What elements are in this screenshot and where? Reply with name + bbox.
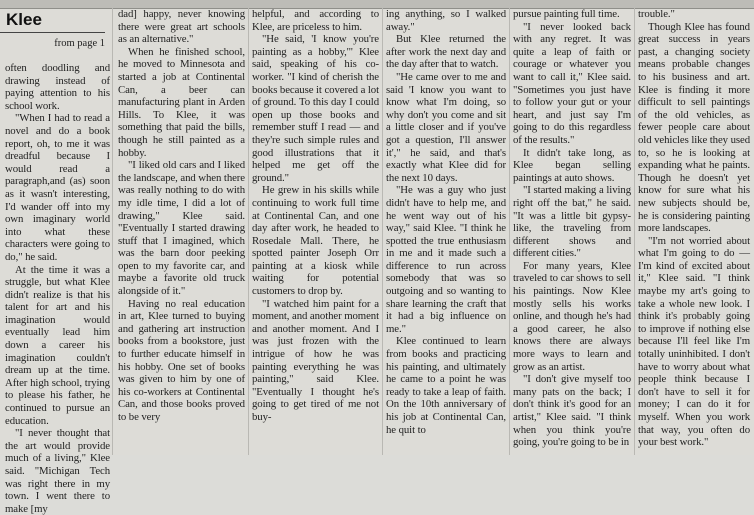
paragraph: helpful, and according to Klee, are priceless to him. [252, 8, 379, 33]
paragraph: When he finished school, he moved to Minnesota and started a job at Continental Can, a beer can manufacturing plant in Arden Hills. To Klee, it was something that paid the bills, though he still painted as a hobby. [118, 45, 245, 159]
column-rule [382, 8, 383, 455]
paragraph: At the time it was a struggle, but what Klee didn't realize is that his talent for art and his imagination would eventually lead him down a career his imagination couldn't dream up at the time. After high school, trying to please his father, he continued to pursue an education. [5, 263, 110, 427]
article-column-6 [638, 8, 750, 455]
continued-from-label: from page 1 [54, 38, 105, 49]
paragraph: "I started making a living right off the bat," he said. "It was a little bit gypsy-like, the traveling from different shows and different cities." [513, 184, 631, 260]
paragraph: dad] happy, never knowing there were great art schools as an alternative." [118, 8, 245, 46]
paragraph: "I'm not worried about what I'm going to do — I'm kind of excited about it," Klee said. "I think maybe my art's going to take a whole new look. I think it's probably going to improve if nothing else because I'll feel like I'm totally uninhibited. I don't have to worry about what people think because I don't have to sell it for money; I can do it for myself. When you work that way, you often do your best work." [638, 234, 750, 449]
article-slug: Klee [6, 10, 42, 29]
article-column-3 [252, 8, 379, 455]
paragraph: "When I had to read a novel and do a book report, oh, to me it was dreadful because I would read a paragraph,and (as) soon as it wasn't interesting, I'd wander off into my own imaginary world into what these characters were going to do," he said. [5, 112, 110, 263]
paragraph: ing anything, so I walked away." [386, 8, 506, 33]
paragraph: "He said, 'I know you're painting as a hobby,'" Klee said, speaking of his co-worker. "I kind of cherish the books because it covered a lot of ground. To this day I could open up those books and remember stuff I read — and they're such simple rules and good illustrations that it helped me get off the ground." [252, 33, 379, 184]
paragraph: But Klee returned the after work the next day and the day after that to watch. [386, 33, 506, 71]
column-rule [634, 8, 635, 455]
column-rule [112, 8, 113, 455]
column-rule [509, 8, 510, 455]
paragraph: "I never thought that the art would provide much of a living," Klee said. "Michigan Tech was right there in my town. I went there to make [my [5, 427, 110, 515]
paragraph: "I watched him paint for a moment, and another moment and another moment. And I was just frozen with the intrigue of how he was painting everything he was painting," said Klee. "Eventually I thought he's going to get tired of me not buy- [252, 297, 379, 423]
paragraph: Klee continued to learn from books and practicing his painting, and ultimately he came to a point he was ready to take a leap of faith. On the 10th anniversary of his job at Continental Can, he quit to [386, 335, 506, 436]
paragraph: "I never looked back with any regret. It was quite a leap of faith or courage or whatever you want to call it," Klee said. "Sometimes you just have to follow your gut or your heart, and just say I'm going to do this regardless of the results." [513, 20, 631, 146]
paragraph: Having no real education in art, Klee turned to buying and gathering art instruction books from a bookstore, just to further educate himself in his hobby. One set of books was given to him by one of his co-workers at Continental Can, and those books proved to be very [118, 297, 245, 423]
article-column-5 [513, 8, 631, 455]
paragraph: Though Klee has found great success in years past, a changing society means probable changes to his business and art. Klee is finding it more difficult to sell paintings of the old vehicles, as fewer people care about old vehicles like they used to, so he is looking at expanding what he paints. Though he doesn't yet know for sure what his new subjects should be, he is considering painting more landscapes. [638, 20, 750, 235]
paragraph: trouble." [638, 8, 675, 20]
paragraph: It didn't take long, as Klee began selling paintings at auto shows. [513, 146, 631, 184]
paragraph: "He was a guy who just didn't have to help me, and he went way out of his way," said Klee. "I think he spotted the true enthusiasm in me and it made such a difference to run across somebody that was so outgoing and so wanting to share learning the craft that it had a big influence on me." [386, 184, 506, 335]
paragraph: For many years, Klee traveled to car shows to sell his paintings. Now Klee mostly sells his works online, and though he's had a good career, he also knows there are always more ways to learn and grow as an artist. [513, 259, 631, 373]
paragraph: "I liked old cars and I liked the landscape, and when there was really nothing to do with my idle time, I did a lot of drawing," Klee said. "Eventually I started drawing stuff that I imagined, which was the barn door peeking open to my favorite car, and maybe a favorite old truck alongside of it." [118, 159, 245, 298]
article-column-2 [118, 8, 245, 455]
article-column-4 [386, 8, 506, 455]
column-rule [248, 8, 249, 455]
paragraph: "I don't give myself too many pats on the back; I don't think it's good for an artist," Klee said. "I think when you think you're going, you're going to be in [513, 373, 631, 449]
paragraph: "He came over to me and said 'I know you want to know what I'm doing, so why don't you come and sit a little closer and if you've got a question, I'll answer it'," he said, and that's exactly what Klee did for the next 10 days. [386, 70, 506, 184]
paragraph: often doodling and drawing instead of paying attention to his school work. [5, 62, 110, 112]
article-column-1 [5, 62, 110, 515]
paragraph: He grew in his skills while continuing to work full time at Continental Can, and one day after work, he headed to Rosedale Mall. There, he spotted painter Joseph Orr painting at a kiosk while waiting for potential customers to drop by. [252, 184, 379, 298]
paragraph: pursue painting full time. [513, 8, 620, 20]
